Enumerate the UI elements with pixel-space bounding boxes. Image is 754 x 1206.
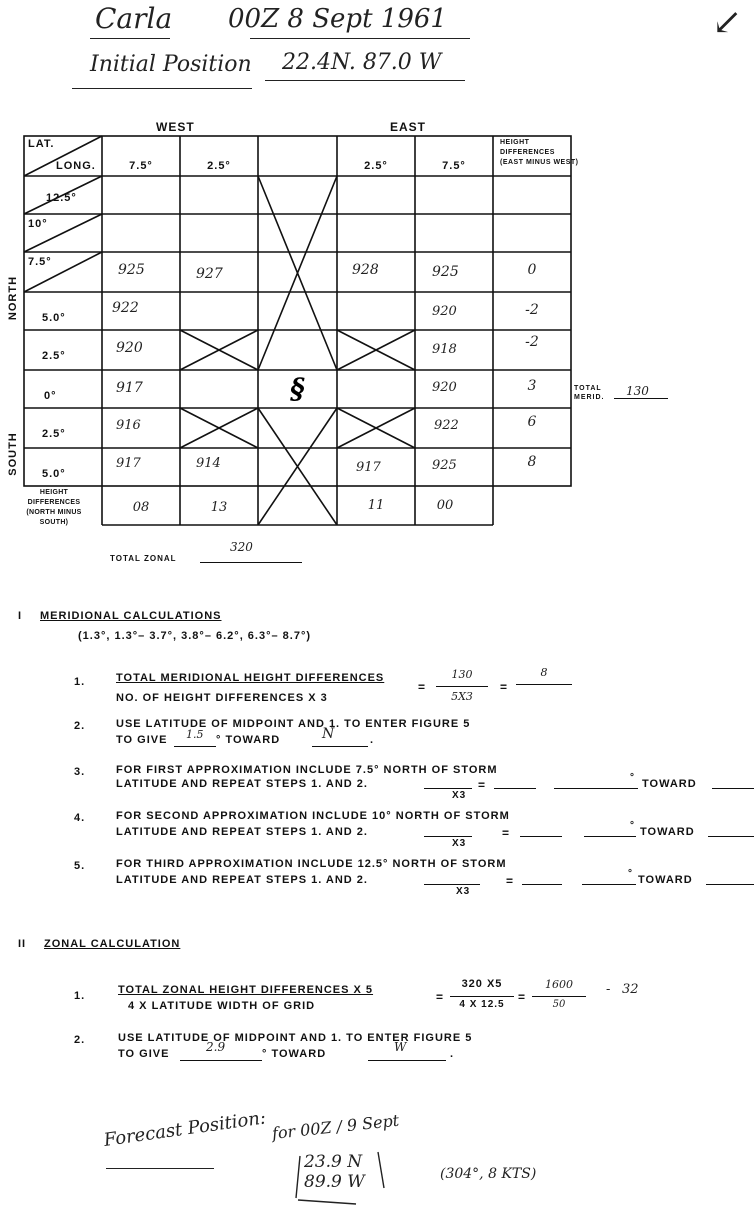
equals-sign: = <box>518 990 527 1004</box>
merid-step2-num: 2. <box>74 720 86 732</box>
lat-row-1: 12.5° <box>46 192 77 204</box>
blank <box>554 788 638 789</box>
diff-value: 6 <box>527 414 537 430</box>
period: . <box>450 1048 455 1060</box>
forecast-underline <box>106 1168 214 1169</box>
initial-position-label: Initial Position <box>90 52 252 77</box>
merid-step2-value: 1.5 <box>186 728 204 741</box>
col-header-w25: 2.5° <box>207 160 231 172</box>
bottom-value: 13 <box>210 500 228 515</box>
diff-value: -2 <box>525 302 539 318</box>
toward-label: TOWARD <box>640 826 695 838</box>
diff-value: 3 <box>527 378 537 394</box>
merid-step3-line1: FOR FIRST APPROXIMATION INCLUDE 7.5° NORTH OF STORM <box>116 764 498 776</box>
storm-symbol: § <box>290 372 305 405</box>
merid-step4-num: 4. <box>74 812 86 824</box>
cell-value: 925 <box>118 262 145 278</box>
degree-mark: ° <box>628 868 633 879</box>
north-label: NORTH <box>7 275 19 321</box>
lat-row-6: 0° <box>44 390 57 402</box>
blank <box>712 788 754 789</box>
merid-step5-line1: FOR THIRD APPROXIMATION INCLUDE 12.5° NORTH OF STORM <box>116 858 507 870</box>
blank <box>520 836 562 837</box>
zonal-step1-frac1-den: 4 X 12.5 <box>459 999 505 1010</box>
meridional-ranges: (1.3°, 1.3°– 3.7°, 3.8°– 6.2°, 6.3°– 8.7°) <box>78 630 312 642</box>
equals-sign: = <box>500 680 509 694</box>
zonal-step1-frac2-num: 1600 <box>545 978 573 991</box>
merid-step3-num: 3. <box>74 766 86 778</box>
cell-value: 918 <box>432 342 457 357</box>
blank <box>180 1060 262 1061</box>
height-diff-header: HEIGHT DIFFERENCES (EAST MINUS WEST) <box>500 139 579 166</box>
lat-row-8: 5.0° <box>42 468 66 480</box>
cell-value: 920 <box>432 304 457 319</box>
total-zonal-label: TOTAL ZONAL <box>110 554 177 563</box>
cell-value: 920 <box>116 340 143 356</box>
toward-label: TOWARD <box>638 874 693 886</box>
initial-position-value: 22.4N. 87.0 W <box>282 50 442 75</box>
merid-step4-line2: LATITUDE AND REPEAT STEPS 1. AND 2. <box>116 826 368 838</box>
lat-row-4: 5.0° <box>42 312 66 324</box>
zonal-step1-frac1-num: 320 X5 <box>461 978 503 990</box>
col-header-w75: 7.5° <box>129 160 153 172</box>
blank <box>174 746 216 747</box>
fraction-bar <box>532 996 586 997</box>
diff-value: 8 <box>527 454 537 470</box>
merid-step1-result: 8 <box>540 666 548 679</box>
equals-sign: - <box>606 982 611 997</box>
blank <box>708 836 754 837</box>
time-label: 00Z 8 Sept 1961 <box>228 4 447 34</box>
merid-step2-line1: USE LATITUDE OF MIDPOINT AND 1. TO ENTER FIGURE 5 <box>116 718 471 730</box>
total-zonal-value: 320 <box>230 540 253 554</box>
zonal-numeral: II <box>18 938 27 950</box>
cell-value: 928 <box>352 262 379 278</box>
height-diff-bottom-label: HEIGHT DIFFERENCES (NORTH MINUS SOUTH) <box>26 489 82 526</box>
cell-value: 917 <box>356 460 381 475</box>
blank <box>368 1060 446 1061</box>
fraction-bar <box>436 686 488 687</box>
equals-sign: = <box>436 990 445 1004</box>
meridional-heading: MERIDIONAL CALCULATIONS <box>40 610 222 622</box>
toward-label: TOWARD <box>642 778 697 790</box>
equals-sign: = <box>418 680 427 694</box>
blank <box>706 884 754 885</box>
cell-value: 925 <box>432 264 459 280</box>
total-merid-underline <box>614 398 668 399</box>
cell-value: 917 <box>116 380 143 396</box>
merid-step1-frac-num: 130 <box>451 668 473 681</box>
zonal-heading: ZONAL CALCULATION <box>44 938 181 950</box>
degree-mark: ° <box>630 820 635 831</box>
cell-value: 914 <box>196 456 221 471</box>
cell-value: 922 <box>112 300 139 316</box>
zonal-step1-denominator: 4 X LATITUDE WIDTH OF GRID <box>128 1000 316 1012</box>
zonal-step2-num: 2. <box>74 1034 86 1046</box>
x3-label: X3 <box>456 886 471 897</box>
cell-value: 922 <box>434 418 459 433</box>
forecast-box-lines <box>292 1148 392 1206</box>
zonal-step2-to-give: TO GIVE <box>118 1048 170 1060</box>
col-header-e75: 7.5° <box>442 160 466 172</box>
merid-step1-num: 1. <box>74 676 86 688</box>
corner-mark: ↙ <box>712 2 743 43</box>
x3-label: X3 <box>452 790 467 801</box>
cell-value: 916 <box>116 418 141 433</box>
lat-row-5: 2.5° <box>42 350 66 362</box>
merid-step2-toward: ° TOWARD <box>216 734 281 746</box>
fraction-bar <box>450 996 514 997</box>
blank <box>312 746 368 747</box>
equals-sign: = <box>478 778 487 792</box>
merid-step1-numerator: TOTAL MERIDIONAL HEIGHT DIFFERENCES <box>116 672 385 684</box>
bottom-value: 11 <box>367 498 385 513</box>
zonal-step1-numerator: TOTAL ZONAL HEIGHT DIFFERENCES X 5 <box>118 984 374 996</box>
long-label: LONG. <box>56 160 96 172</box>
blank <box>494 788 536 789</box>
merid-step5-line2: LATITUDE AND REPEAT STEPS 1. AND 2. <box>116 874 368 886</box>
east-label: EAST <box>390 120 427 134</box>
forecast-label: Forecast Position: <box>102 1107 268 1151</box>
zonal-step1-num: 1. <box>74 990 86 1002</box>
cell-value: 927 <box>196 266 223 282</box>
x3-label: X3 <box>452 838 467 849</box>
total-merid-value: 130 <box>626 384 649 398</box>
blank <box>582 884 636 885</box>
merid-step5-num: 5. <box>74 860 86 872</box>
equals-sign: = <box>502 826 511 840</box>
equals-sign: = <box>506 874 515 888</box>
west-label: WEST <box>156 120 195 134</box>
cell-value: 925 <box>432 458 457 473</box>
cell-value: 917 <box>116 456 141 471</box>
blank <box>424 884 480 885</box>
zonal-step2-line1: USE LATITUDE OF MIDPOINT AND 1. TO ENTER FIGURE 5 <box>118 1032 473 1044</box>
blank <box>424 836 472 837</box>
meridional-numeral: I <box>18 610 23 622</box>
result-underline <box>516 684 572 685</box>
degree-mark: ° <box>630 772 635 783</box>
diff-value: 0 <box>527 262 537 278</box>
zonal-step2-toward: ° TOWARD <box>262 1048 327 1060</box>
zonal-step2-value: 2.9 <box>206 1040 226 1054</box>
grid-lines <box>0 0 754 560</box>
merid-step4-line1: FOR SECOND APPROXIMATION INCLUDE 10° NORTH OF STORM <box>116 810 510 822</box>
lat-row-7: 2.5° <box>42 428 66 440</box>
bottom-value: 00 <box>436 498 454 513</box>
merid-step1-denominator: NO. OF HEIGHT DIFFERENCES X 3 <box>116 692 328 704</box>
merid-step3-line2: LATITUDE AND REPEAT STEPS 1. AND 2. <box>116 778 368 790</box>
forecast-position: 23.9 N 89.9 W <box>304 1152 365 1192</box>
zonal-step2-dir: W <box>394 1040 407 1054</box>
total-zonal-underline <box>200 562 302 563</box>
lat-row-2: 10° <box>28 218 48 230</box>
total-merid-label: TOTAL MERID. <box>574 385 605 401</box>
lat-row-3: 7.5° <box>28 256 52 268</box>
storm-name: Carla <box>95 2 173 35</box>
zonal-step1-frac2-den: 50 <box>552 999 566 1010</box>
south-label: SOUTH <box>7 432 19 476</box>
diff-value: -2 <box>525 334 539 350</box>
bottom-value: 08 <box>132 500 150 515</box>
merid-step2-to-give: TO GIVE <box>116 734 168 746</box>
blank <box>522 884 562 885</box>
period: . <box>370 734 375 746</box>
col-header-e25: 2.5° <box>364 160 388 172</box>
merid-step2-dir: N <box>322 726 335 742</box>
forecast-for-time: for 00Z / 9 Sept <box>271 1110 400 1143</box>
merid-step1-frac-den: 5X3 <box>451 690 473 703</box>
lat-label: LAT. <box>28 138 55 150</box>
blank <box>584 836 636 837</box>
forecast-motion: (304°, 8 KTS) <box>440 1166 537 1182</box>
cell-value: 920 <box>432 380 457 395</box>
blank <box>424 788 472 789</box>
zonal-step1-result: 32 <box>622 982 639 997</box>
